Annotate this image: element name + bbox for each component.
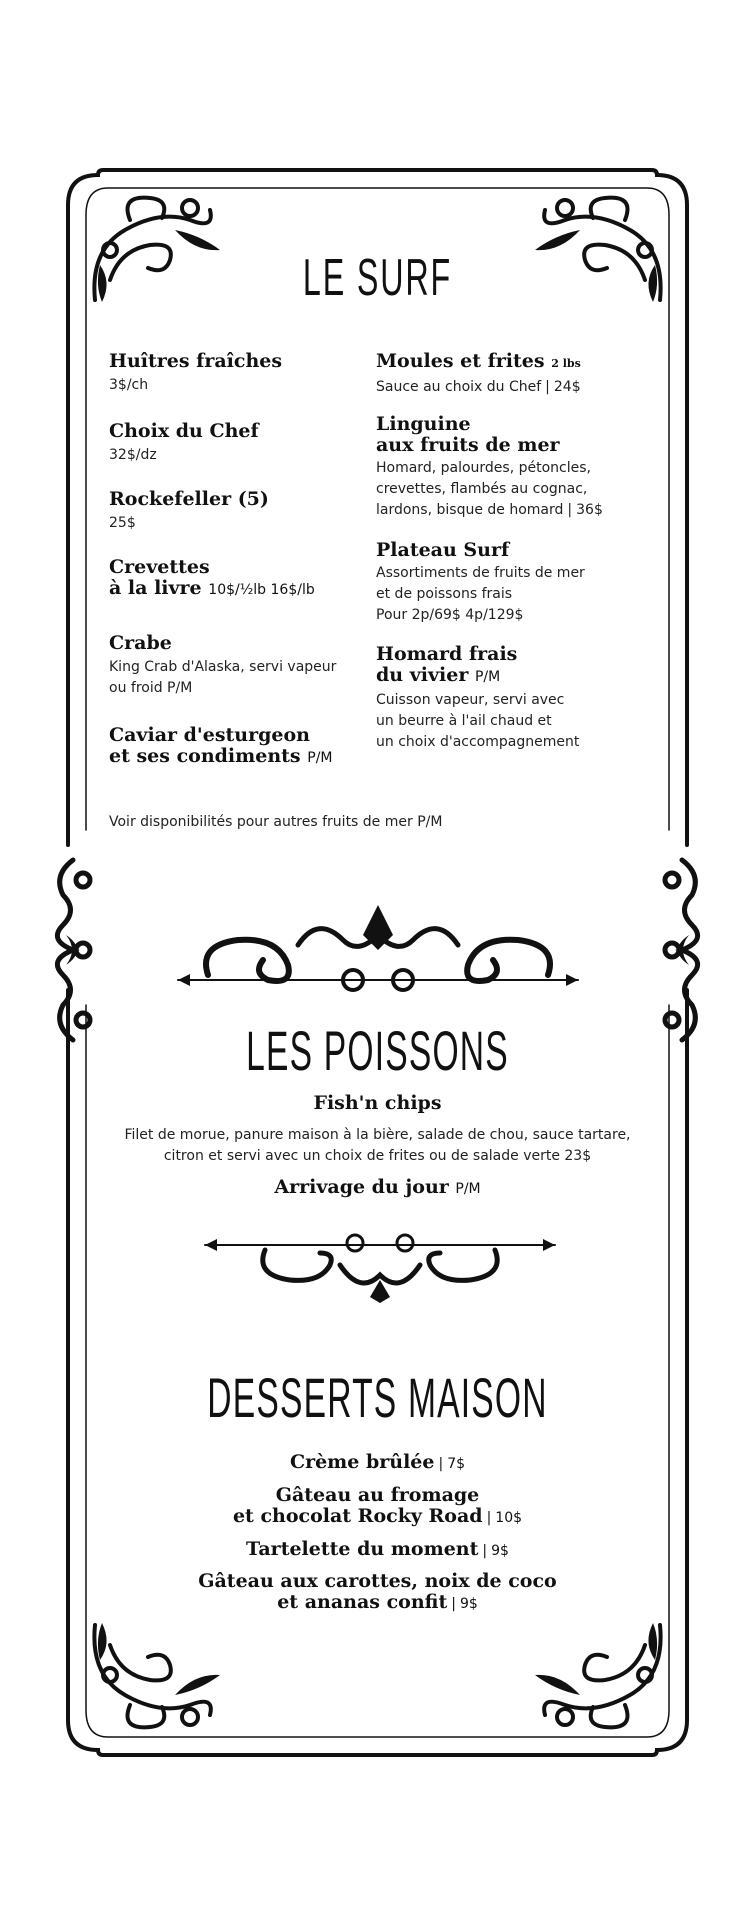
item-desc: Assortiments de fruits de mer (376, 565, 585, 581)
item-price: 7$ (447, 1456, 466, 1472)
item-name: Homard frais (376, 643, 518, 665)
side-scroll-icon (657, 855, 707, 1045)
item-name: à la livre (109, 577, 202, 599)
item-price: P/M (307, 750, 333, 766)
item-name: et ses condiments (109, 745, 301, 767)
item-desc: Filet de morue, panure maison à la bière, salade de chou, sauce tartare, (124, 1127, 631, 1143)
item-price: 10$ (495, 1510, 523, 1526)
item-desc: Homard, palourdes, pétoncles, (376, 460, 591, 476)
menu-item: Tartelette du moment | 9$ (246, 1538, 509, 1560)
section-title-poissons: LES POISSONS (246, 1019, 509, 1082)
item-price: 3$/ch (109, 377, 149, 393)
item-name: Gâteau au fromage (275, 1484, 480, 1506)
item-price: 24$ (553, 379, 581, 395)
item-name: et ananas confit (277, 1591, 448, 1613)
item-desc: lardons, bisque de homard (376, 502, 564, 518)
item-desc: ou froid P/M (109, 680, 193, 696)
item-name: Arrivage du jour (274, 1176, 449, 1198)
item-desc: crevettes, flambés au cognac, (376, 481, 588, 497)
item-name: Caviar d'esturgeon (109, 724, 310, 746)
menu-item (109, 421, 369, 466)
item-desc: et de poissons frais (376, 586, 513, 602)
item-name: Huîtres fraîches (109, 350, 283, 372)
menu-item (109, 351, 369, 396)
ornament-divider-icon (195, 1225, 565, 1305)
item-price: P/M (474, 669, 501, 685)
item-desc: un beurre à l'ail chaud et (376, 713, 552, 729)
item-price: 9$ (459, 1596, 478, 1612)
menu-item: Linguine aux fruits de mer Homard, palourdes, pétoncles, crevettes, flambés au cognac, lardons, bisque de homard | 36$ (376, 414, 626, 521)
item-price: P/M (455, 1181, 481, 1197)
menu-item: Moules et frites 2 lbs Sauce au choix du Chef | 24$ (376, 350, 581, 395)
item-price: 10$/½lb 16$/lb (208, 582, 315, 598)
item-name: Moules et frites (376, 350, 545, 372)
item-price: 32$/dz (109, 447, 157, 463)
item-desc: Sauce au choix du Chef (376, 379, 542, 395)
menu-item: et chocolat Rocky Road | 10$ (232, 1505, 523, 1527)
item-desc: King Crab d'Alaska, servi vapeur (109, 659, 337, 675)
menu-item (109, 725, 369, 769)
item-name: aux fruits de mer (376, 434, 560, 456)
availability-note: Voir disponibilités pour autres fruits de mer P/M (109, 814, 443, 830)
item-desc: Cuisson vapeur, servi avec (376, 692, 565, 708)
side-scroll-icon (48, 855, 98, 1045)
item-name: et chocolat Rocky Road (232, 1505, 483, 1527)
menu-item (0, 1177, 755, 1200)
section-title-desserts: DESSERTS MAISON (207, 1366, 548, 1429)
item-price: 36$ (576, 502, 603, 518)
item-price: Pour 2p/69$ 4p/129$ (376, 607, 524, 623)
item-name: du vivier (376, 664, 469, 686)
menu-item (109, 489, 369, 534)
item-name: Choix du Chef (109, 420, 259, 442)
menu-item (109, 557, 369, 601)
corner-flourish-icon (530, 1620, 665, 1735)
item-price: 9$ (491, 1543, 509, 1559)
ornament-divider-icon (168, 895, 588, 995)
corner-flourish-icon (90, 1620, 225, 1735)
menu-item (109, 633, 369, 699)
item-name: Plateau Surf (376, 539, 510, 561)
item-name: Tartelette du moment (246, 1538, 479, 1560)
item-price: 25$ (109, 515, 136, 531)
item-qty: 2 lbs (551, 357, 581, 370)
item-name: Fish'n chips (313, 1092, 442, 1114)
item-name: Crevettes (109, 556, 210, 578)
item-name: Crabe (109, 632, 172, 654)
menu-item: et ananas confit | 9$ (277, 1591, 478, 1613)
item-desc: un choix d'accompagnement (376, 734, 580, 750)
menu-item: Crème brûlée | 7$ (289, 1451, 466, 1473)
item-desc: citron et servi avec un choix de frites ou de salade verte 23$ (163, 1148, 592, 1164)
item-name: Linguine (376, 413, 471, 435)
item-name: Crème brûlée (289, 1451, 435, 1473)
menu-item (376, 644, 626, 753)
menu-item (376, 540, 626, 626)
section-title-surf: LE SURF (302, 249, 453, 307)
item-name: Rockefeller (5) (109, 488, 269, 510)
item-name: Gâteau aux carottes, noix de coco (198, 1570, 557, 1592)
